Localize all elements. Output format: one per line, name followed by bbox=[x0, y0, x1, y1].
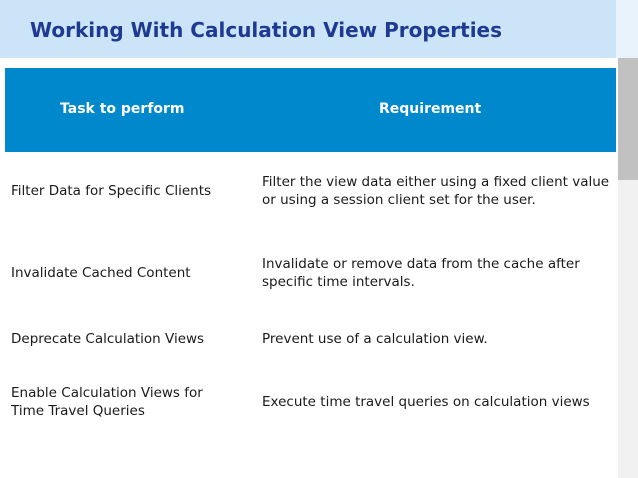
title-bar-edge bbox=[616, 0, 638, 58]
row-4-requirement: Execute time travel queries on calculation views bbox=[262, 394, 590, 410]
row-1-task: Filter Data for Specific Clients bbox=[11, 183, 212, 199]
row-1-requirement: Filter the view data either using a fixed client value or using a session client set for the user. bbox=[262, 174, 610, 208]
page-title: Working With Calculation View Properties bbox=[30, 18, 503, 42]
header-requirement: Requirement bbox=[379, 101, 482, 117]
row-3-task: Deprecate Calculation Views bbox=[11, 331, 205, 347]
row-2-task: Invalidate Cached Content bbox=[11, 265, 191, 281]
row-3-requirement: Prevent use of a calculation view. bbox=[262, 331, 488, 347]
scrollbar-thumb[interactable] bbox=[618, 58, 638, 180]
row-2-requirement: Invalidate or remove data from the cache after specific time intervals. bbox=[262, 256, 580, 290]
row-4-task: Enable Calculation Views for Time Travel Queries bbox=[11, 385, 203, 419]
header-task: Task to perform bbox=[60, 101, 185, 117]
